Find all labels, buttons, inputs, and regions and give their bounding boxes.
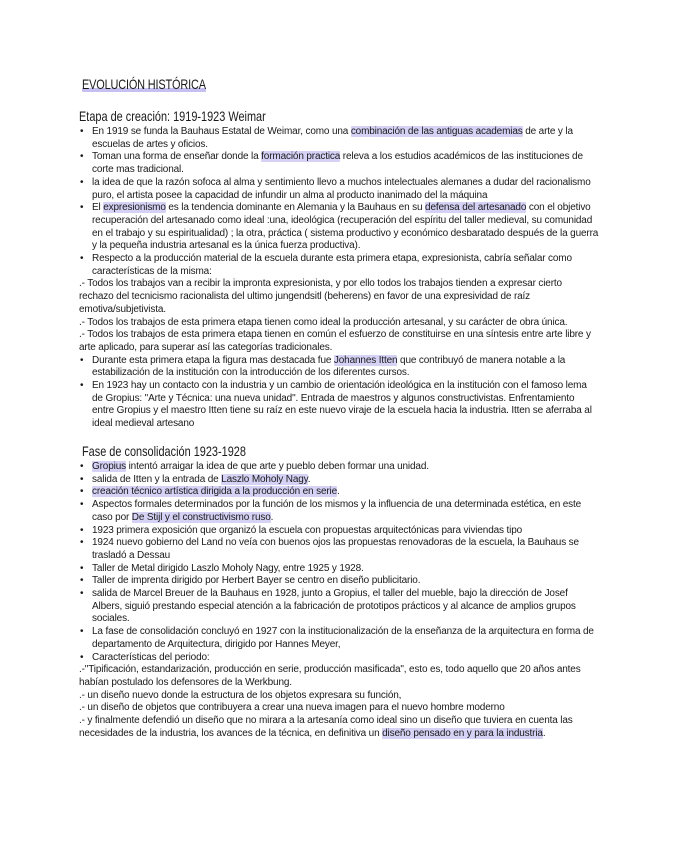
bullet-icon: • — [80, 473, 84, 485]
bullet-item — [79, 253, 599, 278]
bullet-item — [79, 380, 599, 431]
text-run: 1923 primera exposición que organizó la escuela con propuestas arquitectónicas para viviendas tipo — [92, 524, 523, 536]
text-run: .- Todos los trabajos de esta primera etapa tienen en común el esfuerzo de constituirse en una síntesis entre arte libre y arte aplicado, para superar así las categorías tradicionales. — [79, 329, 591, 353]
bullet-icon: • — [80, 253, 84, 265]
paragraph — [79, 664, 599, 689]
bullet-item — [79, 202, 599, 253]
highlighted-text: formación practica — [261, 151, 341, 163]
paragraph — [79, 702, 599, 715]
bullet-text — [92, 652, 599, 665]
text-run: salida de Marcel Breuer de la Bauhaus en 1928, junto a Gropius, el taller del mueble, bajo la dirección de Josef Albers, siguió prestando especial atención a la fabricación de prototipos prácticos y al alcance de amplios grupos sociales. — [92, 588, 576, 625]
bullet-icon: • — [80, 202, 84, 214]
bullet-item — [79, 126, 599, 151]
text-run: .- Todos los trabajos de esta primera etapa tienen como ideal la producción artesanal, y su carácter de obra única. — [79, 316, 568, 328]
text-run: la idea de que la razón sofoca al alma y sentimiento llevo a muchos intelectuales alemanes a dudar del racionalismo puro, el artista posee la capacidad de infundir un alma al producto inanimado del la máquina — [92, 176, 591, 201]
highlighted-text: creación técnico artística dirigida a la producción en serie — [92, 486, 338, 498]
text-run: . — [307, 473, 311, 485]
bullet-item — [79, 525, 599, 538]
bullet-text — [92, 380, 599, 431]
section2-title: Fase de consolidación 1923-1928 — [82, 443, 246, 459]
bullet-text — [92, 151, 599, 176]
paragraph — [79, 690, 599, 703]
text-run: .- un diseño de objetos que contribuyera a crear una nueva imagen para el nuevo hombre moderno — [79, 702, 505, 714]
text-run: Taller de imprenta dirigido por Herbert Bayer se centro en diseño publicitario. — [92, 575, 421, 587]
highlighted-text: Gropius — [92, 461, 126, 472]
text-run: salida de Itten y la entrada de — [92, 473, 222, 485]
text-run: intentó arraigar la idea de que arte y pueblo deben formar una unidad. — [125, 461, 429, 472]
bullet-item — [79, 355, 599, 380]
bullet-icon: • — [80, 626, 84, 638]
bullet-icon: • — [80, 461, 84, 472]
bullet-text — [92, 626, 599, 651]
highlighted-text: Laszlo Moholy Nagy — [221, 473, 308, 485]
bullet-item — [79, 575, 599, 588]
text-run: En 1923 hay un contacto con la industria y un cambio de orientación ideológica en la institución con el famoso lema de Gropius: "Arte y Técnica: una nueva unidad". Entrada de maestros y algunos constructivistas. Enfrentamiento entre Gropius y el maestro Itten tiene su raíz en este nuevo viraje de la escuela hacia la industria. Itten se aferraba al ideal medieval artesano — [92, 380, 592, 430]
text-run: Características del periodo: — [92, 651, 210, 663]
bullet-item — [79, 151, 599, 176]
bullet-item — [79, 486, 599, 499]
bullet-item — [79, 563, 599, 576]
section1-body — [79, 126, 599, 431]
bullet-text — [92, 525, 599, 538]
bullet-icon: • — [80, 588, 84, 600]
bullet-icon: • — [80, 126, 84, 137]
bullet-item — [79, 537, 599, 562]
bullet-item — [79, 626, 599, 651]
bullet-text — [92, 537, 599, 562]
text-run: de arte y la escuelas de artes y oficios. — [92, 126, 573, 150]
highlighted-text: defensa del artesanado — [425, 202, 527, 214]
bullet-item — [79, 461, 599, 474]
bullet-text — [92, 126, 599, 151]
section2-body — [79, 461, 599, 740]
text-run: Durante esta primera etapa la figura mas destacada fue — [92, 354, 334, 366]
text-run: . — [337, 486, 340, 498]
bullet-icon: • — [80, 575, 84, 587]
bullet-text — [92, 499, 599, 524]
bullet-icon: • — [80, 524, 84, 536]
bullet-icon: • — [80, 651, 84, 663]
paragraph — [79, 317, 599, 330]
text-run: con el objetivo recuperación del artesanado como ideal :una, ideológica (recuperación del espíritu del taller medieval, su comunidad en el trabajo y su espiritualidad) ; la otra, práctica ( sistema productivo y económico desbaratado después de la guerra y la pequeña industria artesanal es la única fuerza productiva). — [92, 202, 599, 252]
main-title-text: EVOLUCIÓN HISTÓRICA — [82, 76, 206, 92]
bullet-text — [92, 253, 599, 278]
paragraph — [79, 329, 599, 354]
section1-title: Etapa de creación: 1919-1923 Weimar — [79, 108, 266, 124]
text-run: Toman una forma de enseñar donde la — [92, 151, 262, 163]
highlighted-text: Johannes Itten — [333, 354, 398, 366]
text-run: El — [92, 202, 104, 214]
text-run: .-"Tipificación, estandarización, producción en serie, producción masificada", esto es, todo aquello que 20 años antes habían postulado los defensores de la Werkbung. — [79, 664, 581, 688]
highlighted-text: combinación de las antiguas academias — [350, 126, 523, 137]
text-run: es la tendencia dominante en Alemania y la Bauhaus en su — [165, 202, 426, 214]
bullet-icon: • — [80, 499, 84, 511]
text-run: releva a los estudios académicos de las instituciones de corte mas tradicional. — [92, 151, 583, 176]
bullet-text — [92, 177, 599, 202]
bullet-text — [92, 588, 599, 626]
text-run: 1924 nuevo gobierno del Land no veía con buenos ojos las propuestas renovadoras de la escuela, la Bauhaus se trasladó a Dessau — [92, 537, 579, 561]
bullet-icon: • — [80, 562, 84, 574]
text-run: Taller de Metal dirigido Laszlo Moholy Nagy, entre 1925 y 1928. — [92, 562, 364, 574]
text-run: . — [270, 511, 274, 523]
text-run: .- Todos los trabajos van a recibir la impronta expresionista, y por ello todos los trabajos tienden a expresar cierto rechazo del tecnicismo racionalista del ultimo jungendsitl (beherens) en favor de una expresividad de raíz emotiva/subjetivista. — [79, 278, 562, 315]
text-run: que contribuyó de manera notable a la estabilización de la institución con la introducción de los diferentes cursos. — [92, 354, 566, 379]
bullet-icon: • — [80, 380, 84, 392]
text-run: La fase de consolidación concluyó en 1927 con la institucionalización de la enseñanza de la arquitectura en forma de departamento de Arquitectura, dirigido por Hannes Meyer, — [92, 626, 594, 650]
bullet-text — [92, 474, 599, 487]
highlighted-text: diseño pensado en y para la industria — [382, 727, 543, 739]
text-run: .- y finalmente defendió un diseño que no mirara a la artesanía como ideal sino un diseño que tuviera en cuenta las necesidades de la industria, los avances de la técnica, en definitiva un — [79, 715, 573, 739]
bullet-icon: • — [80, 354, 84, 366]
paragraph — [79, 278, 599, 316]
bullet-text — [92, 575, 599, 588]
bullet-item — [79, 474, 599, 487]
bullet-text — [92, 202, 599, 253]
text-run: .- un diseño nuevo donde la estructura de los objetos expresara su función, — [79, 689, 402, 701]
text-run: Aspectos formales determinados por la función de los mismos y la influencia de una determinada estética, en este caso por — [92, 499, 582, 523]
bullet-text — [92, 355, 599, 380]
bullet-icon: • — [80, 486, 84, 498]
text-run: . — [542, 727, 546, 739]
highlighted-text: expresionismo — [103, 202, 166, 214]
bullet-item — [79, 177, 599, 202]
bullet-item — [79, 588, 599, 626]
bullet-text — [92, 461, 599, 474]
bullet-item — [79, 652, 599, 665]
text-run: Respecto a la producción material de la escuela durante esta primera etapa, expresionista, cabría señalar como características de la misma: — [92, 253, 572, 277]
bullet-icon: • — [80, 151, 84, 163]
main-title — [82, 76, 206, 92]
bullet-text — [92, 563, 599, 576]
bullet-icon: • — [80, 176, 84, 188]
text-run: En 1919 se funda la Bauhaus Estatal de Weimar, como una — [92, 126, 351, 137]
bullet-icon: • — [80, 537, 84, 549]
bullet-text — [92, 486, 599, 499]
paragraph — [79, 715, 599, 740]
highlighted-text: De Stijl y el constructivismo ruso — [131, 511, 271, 523]
bullet-item — [79, 499, 599, 524]
